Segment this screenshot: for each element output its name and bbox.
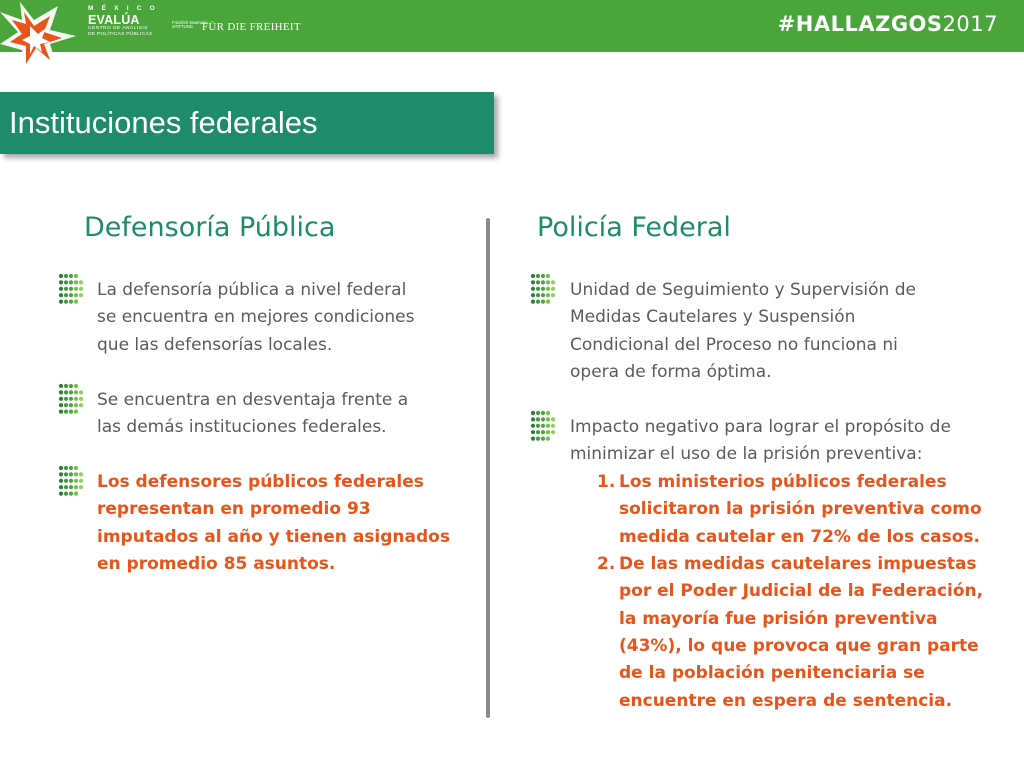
bullet-text-line: Condicional del Proceso no funciona ni: [570, 334, 898, 355]
foundation-small-line-1: Friedrich Naumann: [172, 20, 208, 25]
hashtag-text: #HALLAZGOS: [777, 12, 943, 36]
column-divider: [486, 218, 490, 718]
numbered-item-line: de la población penitenciaria se: [619, 663, 925, 684]
list-number: 2.: [597, 554, 616, 574]
dot-arrow-icon: [58, 273, 92, 305]
logo-line-politicas: DE POLÍTICAS PÚBLICAS: [88, 31, 153, 37]
foundation-small-line-2: STIFTUNG: [172, 24, 193, 30]
dot-arrow-icon: [58, 383, 92, 415]
title-banner: [0, 92, 494, 154]
highlight-text-line: Los defensores públicos federales: [97, 472, 424, 492]
page-title: Instituciones federales: [9, 105, 318, 140]
numbered-item-line: solicitaron la prisión preventiva como: [619, 499, 982, 520]
hashtag-title: [778, 14, 998, 35]
star-logo-icon: [0, 0, 84, 80]
bullet-text-line: se encuentra en mejores condiciones: [97, 307, 415, 328]
numbered-item-line: (43%), lo que provoca que gran parte: [619, 635, 979, 656]
header-bar: [0, 0, 1024, 52]
evalua-logo: [88, 6, 158, 38]
numbered-item-line: Los ministerios públicos federales: [619, 472, 947, 492]
bullet-text-line: Se encuentra en desventaja frente a: [97, 390, 409, 410]
numbered-item-line: la mayoría fue prisión preventiva: [619, 608, 938, 629]
list-number: 1.: [597, 472, 616, 492]
hashtag-year: 2017: [942, 12, 998, 36]
numbered-item-line: encuentre en espera de sentencia.: [619, 690, 953, 711]
bullet-text-line: Unidad de Seguimiento y Supervisión de: [570, 280, 916, 300]
highlight-text-line: representan en promedio 93: [97, 499, 371, 520]
bullet-text-line: opera de forma óptima.: [570, 361, 772, 382]
logo-line-mexico: M É X I C O: [88, 5, 158, 12]
bullet-text-line: La defensoría pública a nivel federal: [97, 280, 407, 300]
foundation-logo: FÜR DIE FREIHEIT: [202, 21, 301, 33]
left-column-heading: Defensoría Pública: [84, 212, 336, 243]
numbered-item-line: por el Poder Judicial de la Federación,: [619, 581, 984, 602]
highlight-text-line: en promedio 85 asuntos.: [97, 553, 336, 574]
logo-line-centro: CENTRO DE ANÁLISIS: [88, 26, 148, 31]
numbered-item-line: De las medidas cautelares impuestas: [619, 554, 977, 574]
logo-line-evalua: EVALÚA: [88, 12, 140, 27]
bullet-text-line: que las defensorías locales.: [97, 334, 333, 355]
bullet-text-line: minimizar el uso de la prisión preventiva:: [570, 444, 923, 465]
bullet-text-line: Impacto negativo para lograr el propósito de: [570, 417, 951, 437]
dot-arrow-icon: [530, 273, 564, 305]
right-column-heading: Policía Federal: [537, 212, 731, 243]
bullet-text-line: Medidas Cautelares y Suspensión: [570, 307, 856, 328]
highlight-text-line: imputados al año y tienen asignados: [97, 526, 450, 547]
dot-arrow-icon: [58, 465, 92, 497]
bullet-text-line: las demás instituciones federales.: [97, 417, 387, 438]
dot-arrow-icon: [530, 410, 564, 442]
numbered-item-line: medida cautelar en 72% de los casos.: [619, 526, 980, 547]
